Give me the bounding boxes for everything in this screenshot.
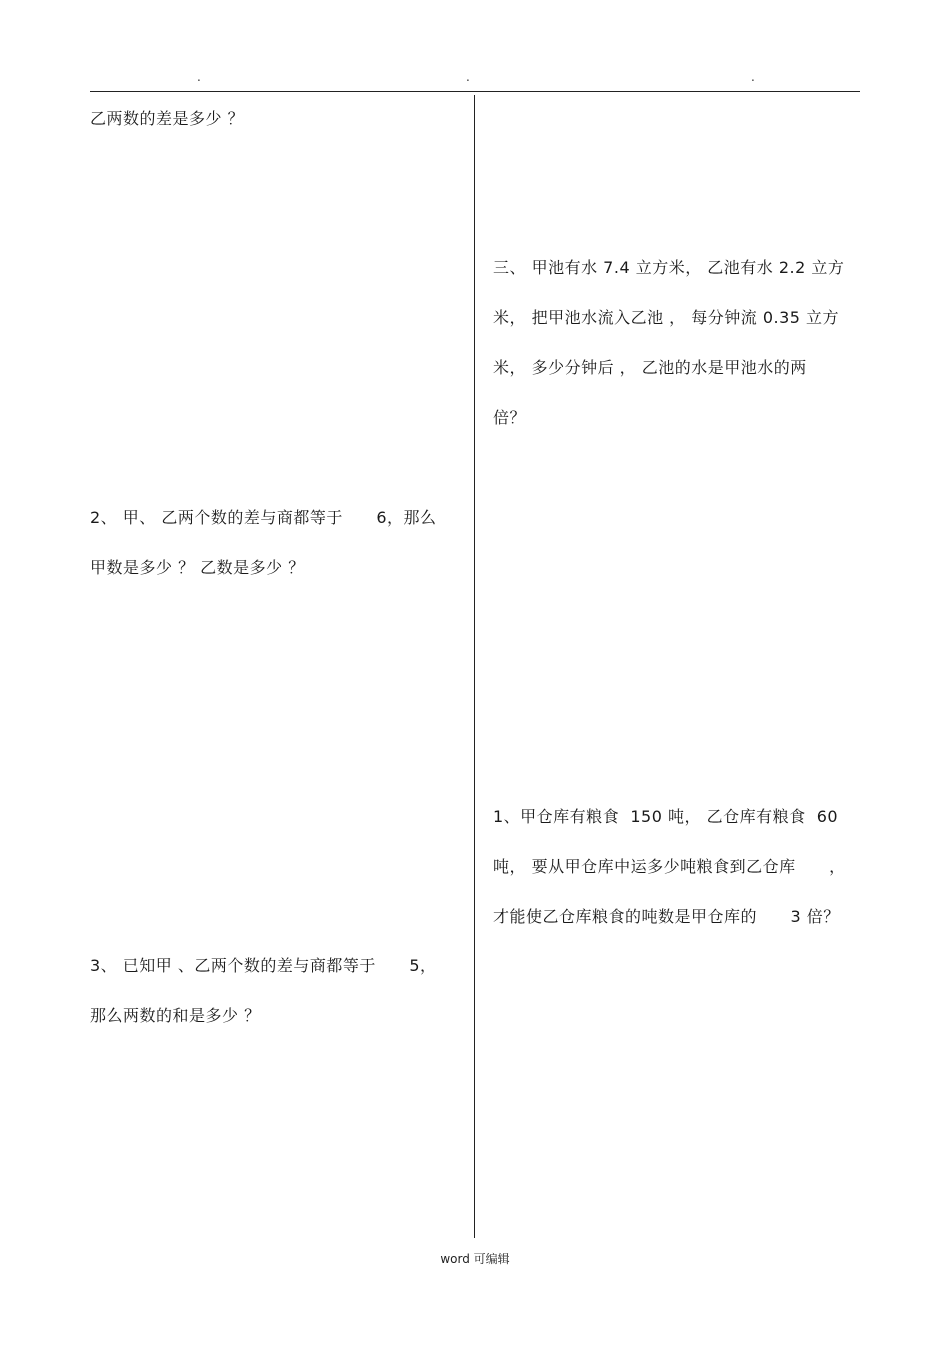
header-rule	[90, 91, 860, 92]
text-line: 米， 把甲池水流入乙池 ， 每分钟流 0.35 立方	[493, 308, 840, 327]
question-1-tail	[90, 94, 462, 144]
text-line: 甲数是多少 ？ 乙数是多少 ？	[90, 558, 305, 577]
column-divider	[474, 95, 475, 1238]
text-line: 三、 甲池有水 7.4 立方米， 乙池有水 2.2 立方	[493, 258, 845, 277]
section-three-question	[493, 243, 863, 443]
question-3	[90, 941, 462, 1041]
text-line: 米， 多少分钟后 ， 乙池的水是甲池水的两	[493, 358, 807, 377]
text-line: 才能使乙仓库粮食的吨数是甲仓库的 3 倍？	[493, 907, 840, 926]
header-dot: .	[751, 70, 755, 84]
text-line: 1、甲仓库有粮食 150 吨， 乙仓库有粮食 60	[493, 807, 839, 826]
text-line: 2、 甲、 乙两个数的差与商都等于 6，那么	[90, 508, 437, 527]
footer-label: word 可编辑	[440, 1252, 510, 1266]
question-2	[90, 493, 462, 593]
text-line: 3、 已知甲 、乙两个数的差与商都等于 5，	[90, 956, 437, 975]
text-line: 吨， 要从甲仓库中运多少吨粮食到乙仓库 ，	[493, 857, 846, 876]
text-line: 乙两数的差是多少 ？	[90, 109, 245, 128]
text-line: 倍？	[493, 408, 527, 427]
text-line: 那么两数的和是多少 ？	[90, 1006, 261, 1025]
problem-1	[493, 792, 863, 942]
header-dot: .	[197, 70, 201, 84]
header-dot: .	[466, 70, 470, 84]
